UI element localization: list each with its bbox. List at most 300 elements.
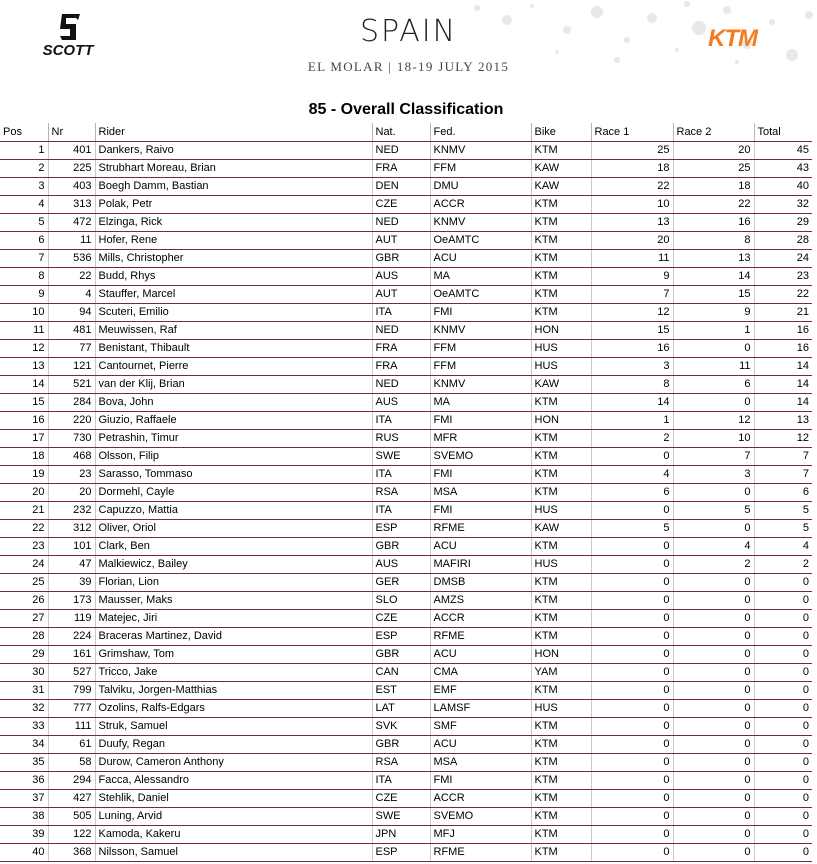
nat-cell: LAT	[372, 699, 430, 717]
nr-cell: 58	[48, 753, 95, 771]
bike-cell: KAW	[531, 375, 591, 393]
bike-cell: KAW	[531, 177, 591, 195]
total-cell: 16	[754, 339, 812, 357]
rider-cell: Stauffer, Marcel	[95, 285, 372, 303]
bike-cell: KTM	[531, 717, 591, 735]
table-row	[0, 339, 812, 357]
table-row	[0, 843, 812, 861]
rider-cell: Durow, Cameron Anthony	[95, 753, 372, 771]
race1-cell: 15	[591, 321, 673, 339]
event-title: SPAIN	[359, 14, 458, 49]
bike-cell: KAW	[531, 519, 591, 537]
table-header-row	[0, 123, 812, 141]
table-row	[0, 357, 812, 375]
pos-cell: 30	[0, 663, 48, 681]
nr-cell: 77	[48, 339, 95, 357]
nat-cell: ESP	[372, 627, 430, 645]
fed-cell: LAMSF	[430, 699, 531, 717]
race1-cell: 8	[591, 375, 673, 393]
nr-cell: 521	[48, 375, 95, 393]
fed-cell: SVEMO	[430, 447, 531, 465]
nr-cell: 20	[48, 483, 95, 501]
total-cell: 7	[754, 447, 812, 465]
nat-cell: FRA	[372, 159, 430, 177]
classification-rows	[0, 141, 812, 861]
classification-title: 85 - Overall Classification	[308, 101, 504, 118]
nat-cell: ITA	[372, 771, 430, 789]
fed-cell: FFM	[430, 159, 531, 177]
nat-cell: NED	[372, 213, 430, 231]
pos-cell: 13	[0, 357, 48, 375]
rider-cell: Budd, Rhys	[95, 267, 372, 285]
race1-cell: 9	[591, 267, 673, 285]
table-row	[0, 159, 812, 177]
nat-cell: AUS	[372, 555, 430, 573]
pos-cell: 38	[0, 807, 48, 825]
rider-cell: Petrashin, Timur	[95, 429, 372, 447]
table-row	[0, 681, 812, 699]
nr-cell: 111	[48, 717, 95, 735]
table-row	[0, 303, 812, 321]
col-header-fed: Fed.	[430, 123, 531, 141]
total-cell: 14	[754, 393, 812, 411]
total-cell: 0	[754, 645, 812, 663]
bike-cell: KTM	[531, 195, 591, 213]
pos-cell: 28	[0, 627, 48, 645]
nr-cell: 799	[48, 681, 95, 699]
classification-table	[0, 123, 812, 862]
fed-cell: RFME	[430, 627, 531, 645]
fed-cell: KNMV	[430, 141, 531, 159]
col-header-total: Total	[754, 123, 812, 141]
rider-cell: Boegh Damm, Bastian	[95, 177, 372, 195]
nr-cell: 161	[48, 645, 95, 663]
pos-cell: 9	[0, 285, 48, 303]
table-row	[0, 213, 812, 231]
nat-cell: AUS	[372, 393, 430, 411]
rider-cell: Strubhart Moreau, Brian	[95, 159, 372, 177]
race2-cell: 0	[673, 645, 754, 663]
fed-cell: EMF	[430, 681, 531, 699]
nr-cell: 505	[48, 807, 95, 825]
table-row	[0, 465, 812, 483]
nat-cell: FRA	[372, 339, 430, 357]
table-row	[0, 573, 812, 591]
bike-cell: HON	[531, 645, 591, 663]
total-cell: 0	[754, 609, 812, 627]
race1-cell: 20	[591, 231, 673, 249]
nr-cell: 47	[48, 555, 95, 573]
rider-cell: Kamoda, Kakeru	[95, 825, 372, 843]
table-row	[0, 393, 812, 411]
total-cell: 0	[754, 735, 812, 753]
fed-cell: FMI	[430, 465, 531, 483]
fed-cell: MFR	[430, 429, 531, 447]
pos-cell: 29	[0, 645, 48, 663]
total-cell: 0	[754, 627, 812, 645]
race2-cell: 11	[673, 357, 754, 375]
ktm-logo	[706, 22, 784, 52]
rider-cell: Hofer, Rene	[95, 231, 372, 249]
rider-cell: Olsson, Filip	[95, 447, 372, 465]
race1-cell: 0	[591, 699, 673, 717]
nr-cell: 527	[48, 663, 95, 681]
nr-cell: 39	[48, 573, 95, 591]
race1-cell: 0	[591, 537, 673, 555]
bike-cell: KTM	[531, 825, 591, 843]
col-header-nat: Nat.	[372, 123, 430, 141]
nat-cell: ESP	[372, 519, 430, 537]
fed-cell: KNMV	[430, 213, 531, 231]
race2-cell: 0	[673, 807, 754, 825]
rider-cell: Luning, Arvid	[95, 807, 372, 825]
bike-cell: KTM	[531, 141, 591, 159]
table-row	[0, 663, 812, 681]
race2-cell: 0	[673, 771, 754, 789]
nr-cell: 101	[48, 537, 95, 555]
nr-cell: 403	[48, 177, 95, 195]
bike-cell: KTM	[531, 789, 591, 807]
pos-cell: 32	[0, 699, 48, 717]
race2-cell: 0	[673, 789, 754, 807]
total-cell: 16	[754, 321, 812, 339]
bike-cell: HUS	[531, 339, 591, 357]
nr-cell: 481	[48, 321, 95, 339]
nat-cell: CZE	[372, 609, 430, 627]
fed-cell: MA	[430, 393, 531, 411]
nat-cell: SWE	[372, 447, 430, 465]
rider-cell: Capuzzo, Mattia	[95, 501, 372, 519]
table-row	[0, 249, 812, 267]
nr-cell: 220	[48, 411, 95, 429]
rider-cell: Matejec, Jiri	[95, 609, 372, 627]
fed-cell: OeAMTC	[430, 231, 531, 249]
table-row	[0, 447, 812, 465]
nr-cell: 119	[48, 609, 95, 627]
race2-cell: 18	[673, 177, 754, 195]
race1-cell: 3	[591, 357, 673, 375]
race2-cell: 7	[673, 447, 754, 465]
fed-cell: OeAMTC	[430, 285, 531, 303]
race1-cell: 0	[591, 717, 673, 735]
nat-cell: ITA	[372, 501, 430, 519]
race2-cell: 0	[673, 681, 754, 699]
bike-cell: KTM	[531, 681, 591, 699]
pos-cell: 4	[0, 195, 48, 213]
pos-cell: 10	[0, 303, 48, 321]
race1-cell: 12	[591, 303, 673, 321]
rider-cell: Florian, Lion	[95, 573, 372, 591]
table-row	[0, 321, 812, 339]
race2-cell: 13	[673, 249, 754, 267]
rider-cell: Braceras Martinez, David	[95, 627, 372, 645]
pos-cell: 37	[0, 789, 48, 807]
bike-cell: HUS	[531, 357, 591, 375]
nat-cell: GER	[372, 573, 430, 591]
bike-cell: KTM	[531, 771, 591, 789]
rider-cell: Meuwissen, Raf	[95, 321, 372, 339]
total-cell: 4	[754, 537, 812, 555]
total-cell: 45	[754, 141, 812, 159]
nat-cell: EST	[372, 681, 430, 699]
table-row	[0, 555, 812, 573]
race2-cell: 22	[673, 195, 754, 213]
event-subtitle: EL MOLAR | 18-19 JULY 2015	[307, 59, 510, 74]
fed-cell: RFME	[430, 843, 531, 861]
fed-cell: MSA	[430, 483, 531, 501]
total-cell: 28	[754, 231, 812, 249]
table-row	[0, 267, 812, 285]
nr-cell: 22	[48, 267, 95, 285]
total-cell: 12	[754, 429, 812, 447]
race1-cell: 0	[591, 555, 673, 573]
rider-cell: Tricco, Jake	[95, 663, 372, 681]
bike-cell: HON	[531, 411, 591, 429]
pos-cell: 12	[0, 339, 48, 357]
race1-cell: 0	[591, 627, 673, 645]
fed-cell: RFME	[430, 519, 531, 537]
nat-cell: ITA	[372, 465, 430, 483]
fed-cell: FMI	[430, 411, 531, 429]
bike-cell: HON	[531, 321, 591, 339]
race2-cell: 0	[673, 483, 754, 501]
bike-cell: KTM	[531, 537, 591, 555]
race1-cell: 0	[591, 735, 673, 753]
rider-cell: Sarasso, Tommaso	[95, 465, 372, 483]
table-row	[0, 519, 812, 537]
fed-cell: MAFIRI	[430, 555, 531, 573]
total-cell: 21	[754, 303, 812, 321]
total-cell: 0	[754, 591, 812, 609]
pos-cell: 18	[0, 447, 48, 465]
bike-cell: KTM	[531, 249, 591, 267]
nat-cell: CAN	[372, 663, 430, 681]
total-cell: 0	[754, 717, 812, 735]
rider-cell: Malkiewicz, Bailey	[95, 555, 372, 573]
fed-cell: FMI	[430, 771, 531, 789]
total-cell: 0	[754, 573, 812, 591]
fed-cell: AMZS	[430, 591, 531, 609]
pos-cell: 8	[0, 267, 48, 285]
pos-cell: 6	[0, 231, 48, 249]
nr-cell: 224	[48, 627, 95, 645]
fed-cell: CMA	[430, 663, 531, 681]
pos-cell: 26	[0, 591, 48, 609]
table-row	[0, 501, 812, 519]
race1-cell: 0	[591, 573, 673, 591]
pos-cell: 21	[0, 501, 48, 519]
race2-cell: 9	[673, 303, 754, 321]
race2-cell: 0	[673, 573, 754, 591]
race2-cell: 5	[673, 501, 754, 519]
fed-cell: FMI	[430, 501, 531, 519]
total-cell: 29	[754, 213, 812, 231]
total-cell: 23	[754, 267, 812, 285]
nr-cell: 368	[48, 843, 95, 861]
table-row	[0, 771, 812, 789]
race2-cell: 10	[673, 429, 754, 447]
bike-cell: KTM	[531, 429, 591, 447]
race1-cell: 0	[591, 447, 673, 465]
table-row	[0, 195, 812, 213]
pos-cell: 1	[0, 141, 48, 159]
race1-cell: 0	[591, 501, 673, 519]
pos-cell: 25	[0, 573, 48, 591]
pos-cell: 27	[0, 609, 48, 627]
pos-cell: 17	[0, 429, 48, 447]
race1-cell: 0	[591, 771, 673, 789]
pos-cell: 24	[0, 555, 48, 573]
bike-cell: KTM	[531, 807, 591, 825]
nat-cell: GBR	[372, 249, 430, 267]
pos-cell: 7	[0, 249, 48, 267]
race1-cell: 13	[591, 213, 673, 231]
total-cell: 22	[754, 285, 812, 303]
bike-cell: KTM	[531, 627, 591, 645]
total-cell: 5	[754, 519, 812, 537]
total-cell: 0	[754, 843, 812, 861]
race1-cell: 0	[591, 663, 673, 681]
rider-cell: Giuzio, Raffaele	[95, 411, 372, 429]
nat-cell: SWE	[372, 807, 430, 825]
ktm-wordmark: KTM	[708, 25, 757, 52]
pos-cell: 15	[0, 393, 48, 411]
rider-cell: Mills, Christopher	[95, 249, 372, 267]
pos-cell: 33	[0, 717, 48, 735]
rider-cell: Stehlik, Daniel	[95, 789, 372, 807]
table-row	[0, 429, 812, 447]
total-cell: 24	[754, 249, 812, 267]
table-row	[0, 609, 812, 627]
pos-cell: 31	[0, 681, 48, 699]
nr-cell: 4	[48, 285, 95, 303]
nat-cell: GBR	[372, 537, 430, 555]
nat-cell: ITA	[372, 411, 430, 429]
race2-cell: 8	[673, 231, 754, 249]
table-row	[0, 141, 812, 159]
total-cell: 6	[754, 483, 812, 501]
pos-cell: 39	[0, 825, 48, 843]
rider-cell: van der Klij, Brian	[95, 375, 372, 393]
nr-cell: 312	[48, 519, 95, 537]
fed-cell: FFM	[430, 357, 531, 375]
nat-cell: ESP	[372, 843, 430, 861]
fed-cell: ACU	[430, 645, 531, 663]
table-row	[0, 375, 812, 393]
rider-cell: Facca, Alessandro	[95, 771, 372, 789]
table-row	[0, 411, 812, 429]
race2-cell: 0	[673, 699, 754, 717]
race1-cell: 0	[591, 753, 673, 771]
table-row	[0, 627, 812, 645]
race2-cell: 6	[673, 375, 754, 393]
fed-cell: ACU	[430, 249, 531, 267]
race1-cell: 5	[591, 519, 673, 537]
race2-cell: 0	[673, 843, 754, 861]
total-cell: 0	[754, 663, 812, 681]
nat-cell: DEN	[372, 177, 430, 195]
nat-cell: CZE	[372, 195, 430, 213]
race1-cell: 14	[591, 393, 673, 411]
fed-cell: MA	[430, 267, 531, 285]
fed-cell: SVEMO	[430, 807, 531, 825]
rider-cell: Benistant, Thibault	[95, 339, 372, 357]
nr-cell: 472	[48, 213, 95, 231]
race1-cell: 0	[591, 807, 673, 825]
pos-cell: 40	[0, 843, 48, 861]
nat-cell: GBR	[372, 645, 430, 663]
table-row	[0, 645, 812, 663]
bike-cell: KTM	[531, 465, 591, 483]
bike-cell: KAW	[531, 159, 591, 177]
race1-cell: 2	[591, 429, 673, 447]
bike-cell: KTM	[531, 573, 591, 591]
race2-cell: 0	[673, 519, 754, 537]
nr-cell: 94	[48, 303, 95, 321]
col-header-pos: Pos	[0, 123, 48, 141]
race2-cell: 0	[673, 339, 754, 357]
fed-cell: FMI	[430, 303, 531, 321]
race1-cell: 25	[591, 141, 673, 159]
total-cell: 0	[754, 699, 812, 717]
bike-cell: KTM	[531, 303, 591, 321]
total-cell: 14	[754, 357, 812, 375]
nat-cell: CZE	[372, 789, 430, 807]
total-cell: 0	[754, 789, 812, 807]
race2-cell: 0	[673, 591, 754, 609]
pos-cell: 2	[0, 159, 48, 177]
table-row	[0, 537, 812, 555]
total-cell: 40	[754, 177, 812, 195]
nat-cell: ITA	[372, 303, 430, 321]
total-cell: 0	[754, 771, 812, 789]
nr-cell: 401	[48, 141, 95, 159]
nr-cell: 225	[48, 159, 95, 177]
table-row	[0, 177, 812, 195]
bike-cell: HUS	[531, 501, 591, 519]
rider-cell: Clark, Ben	[95, 537, 372, 555]
fed-cell: KNMV	[430, 321, 531, 339]
pos-cell: 23	[0, 537, 48, 555]
race1-cell: 6	[591, 483, 673, 501]
race1-cell: 22	[591, 177, 673, 195]
race2-cell: 0	[673, 825, 754, 843]
nat-cell: SLO	[372, 591, 430, 609]
table-row	[0, 483, 812, 501]
nr-cell: 313	[48, 195, 95, 213]
bike-cell: KTM	[531, 483, 591, 501]
race2-cell: 25	[673, 159, 754, 177]
bike-cell: KTM	[531, 267, 591, 285]
bike-cell: HUS	[531, 555, 591, 573]
total-cell: 14	[754, 375, 812, 393]
total-cell: 13	[754, 411, 812, 429]
total-cell: 0	[754, 825, 812, 843]
table-row	[0, 231, 812, 249]
col-header-race1: Race 1	[591, 123, 673, 141]
nat-cell: RUS	[372, 429, 430, 447]
table-row	[0, 717, 812, 735]
table-row	[0, 699, 812, 717]
pos-cell: 22	[0, 519, 48, 537]
table-row	[0, 591, 812, 609]
table-row	[0, 735, 812, 753]
nr-cell: 122	[48, 825, 95, 843]
nat-cell: JPN	[372, 825, 430, 843]
nr-cell: 232	[48, 501, 95, 519]
rider-cell: Elzinga, Rick	[95, 213, 372, 231]
total-cell: 32	[754, 195, 812, 213]
